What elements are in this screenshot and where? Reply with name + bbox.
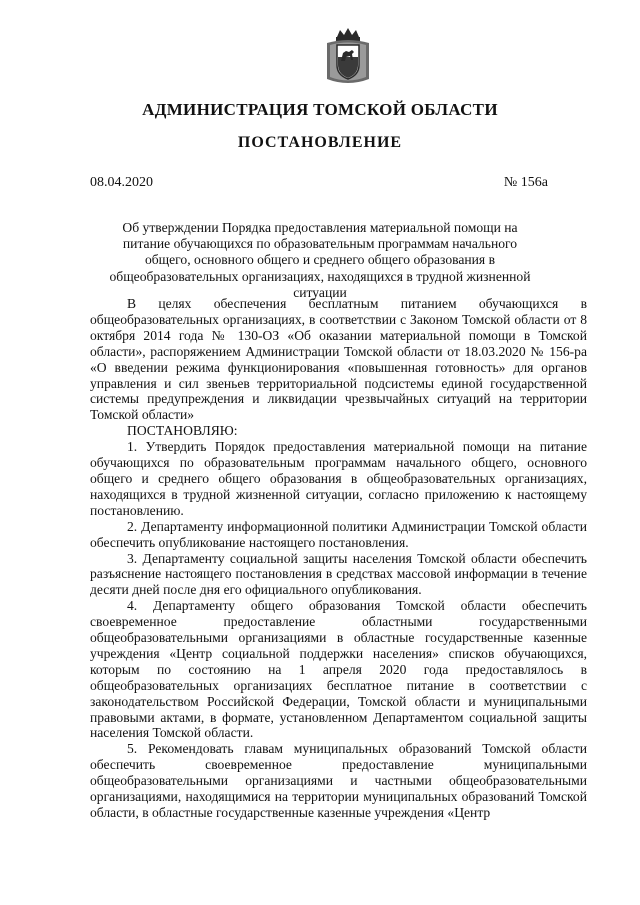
clause-paragraph: 2. Департаменту информационной политики Администрации Томской области обеспечить опубликование настоящего постановления.: [90, 518, 587, 550]
document-type: ПОСТАНОВЛЕНИЕ: [237, 134, 403, 151]
document-date: 08.04.2020: [90, 175, 153, 190]
clause-paragraph: 5. Рекомендовать главам муниципальных образований Томской области обеспечить своевременное предоставление муниципальными общеобразовательными организациями и частными общеобразовательными организациями, находящимися на территории муниципальных образований Томской области, в областные государственные казенные учреждения «Центр: [90, 741, 587, 820]
decree-heading: ПОСТАНОВЛЯЮ:: [127, 423, 238, 439]
document-subject: Об утверждении Порядка предоставления материальной помощи на питание обучающихся по образовательным программам начального общего, основного общего и среднего общего образования в общеобразовательных организациях, находящихся в трудной жизненной ситуации: [109, 220, 531, 300]
preamble-paragraph: В целях обеспечения бесплатным питанием обучающихся в общеобразовательных организациях, в соответствии с Законом Томской области от 8 октября 2014 года № 130-ОЗ «Об оказании материальной помощи в Томской области», распоряжением Администрации Томской области от 18.03.2020 № 156-ра «О введении режима функционирования «повышенная готовность» для органов управления и сил звеньев территориальной подсистемы единой государственной системы предупреждения и ликвидации чрезвычайных ситуаций на территории Томской области»: [90, 296, 587, 423]
document-number: № 156а: [503, 175, 548, 190]
coat-of-arms-icon: [325, 27, 371, 87]
clause-paragraph: 4. Департаменту общего образования Томской области обеспечить своевременное предоставление областными государственными общеобразовательными организациями в областные государственные казенные учреждения «Центр социальной поддержки населения» списков обучающихся, которым по состоянию на 1 апреля 2020 года предоставлялось в общеобразовательных организациях бесплатное питание в соответствии с законодательством Российской Федерации, Томской области и муниципальными правовыми актами, в формате, установленном Департаментом социальной защиты населения Томской области.: [90, 598, 587, 741]
clause-paragraph: 1. Утвердить Порядок предоставления материальной помощи на питание обучающихся по образовательным программам начального общего, основного общего и среднего общего образования в общеобразовательных организациях, находящихся в трудной жизненной ситуации, согласно приложению к настоящему постановлению.: [90, 439, 587, 518]
clause-paragraph: 3. Департаменту социальной защиты населения Томской области обеспечить разъяснение настоящего постановления в средствах массовой информации в течение десяти дней после дня его официального опубликования.: [90, 550, 587, 598]
document-body: [90, 296, 587, 821]
organization-title: АДМИНИСТРАЦИЯ ТОМСКОЙ ОБЛАСТИ: [142, 100, 498, 119]
